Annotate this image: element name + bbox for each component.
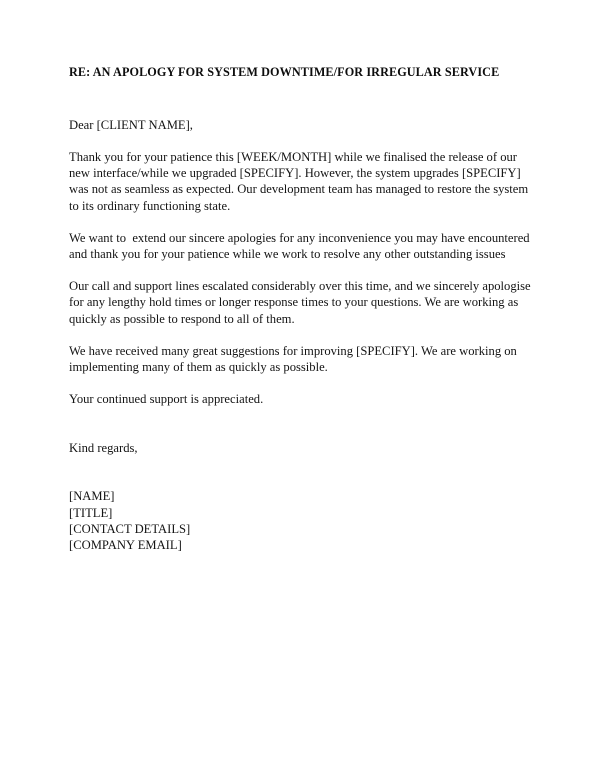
closing-salutation: Kind regards,	[69, 441, 138, 456]
signature-title: [TITLE]	[69, 505, 113, 520]
subject-line: RE: AN APOLOGY FOR SYSTEM DOWNTIME/FOR IRREGULAR SERVICE	[69, 65, 500, 79]
signature-block	[69, 488, 531, 553]
body-paragraph-5: Your continued support is appreciated.	[69, 392, 264, 407]
body-paragraph-1: Thank you for your patience this [WEEK/MONTH] while we finalised the release of our new interface/while we upgraded [SPECIFY]. However, the system upgrades [SPECIFY] was not as seamless as expected. Our development team has managed to restore the system to its ordinary functioning state.	[69, 150, 532, 213]
body-paragraph-4: We have received many great suggestions for improving [SPECIFY]. We are working on implementing many of them as quickly as possible.	[69, 343, 521, 375]
signature-contact-details: [CONTACT DETAILS]	[69, 521, 191, 536]
signature-company-email: [COMPANY EMAIL]	[69, 538, 182, 553]
letter-body	[69, 64, 534, 553]
body-paragraph-3: Our call and support lines escalated considerably over this time, and we sincerely apologise for any lengthy hold times or longer response times to your questions. We are working as quickly as possible to respond to all of them.	[69, 279, 534, 326]
body-paragraph-2: We want to extend our sincere apologies for any inconvenience you may have encountered and thank you for your patience while we work to resolve any other outstanding issues	[69, 230, 533, 262]
salutation: Dear [CLIENT NAME],	[69, 118, 193, 132]
signature-name: [NAME]	[69, 489, 115, 504]
